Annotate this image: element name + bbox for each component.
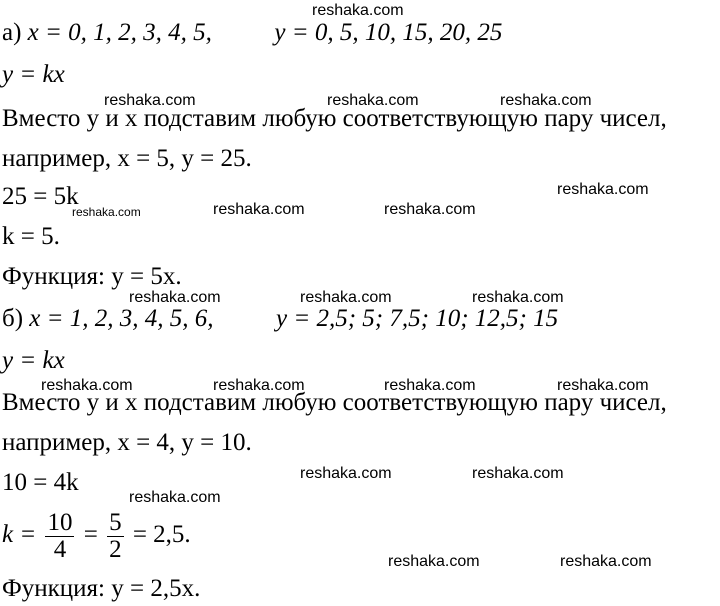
fraction-10-over-4 bbox=[45, 510, 74, 563]
part-a-x-values: x = 0, 1, 2, 3, 4, 5, bbox=[27, 19, 212, 46]
part-a-equation: 25 = 5k bbox=[2, 183, 79, 210]
part-a-example: например, x = 5, y = 25. bbox=[2, 145, 252, 172]
part-a-instruction: Вместо y и x подставим любую соответствующую пару чисел, bbox=[2, 105, 667, 132]
watermark: reshaka.com bbox=[472, 289, 564, 306]
equals-sign: = bbox=[83, 521, 98, 549]
part-b-k-prefix: k = bbox=[2, 521, 37, 549]
watermark: reshaka.com bbox=[557, 181, 649, 198]
part-b-k-computation bbox=[2, 510, 191, 563]
watermark: reshaka.com bbox=[472, 465, 564, 482]
part-a-formula: y = kx bbox=[2, 61, 65, 88]
watermark: reshaka.com bbox=[500, 92, 592, 109]
watermark: reshaka.com bbox=[300, 289, 392, 306]
watermark: reshaka.com bbox=[72, 205, 141, 219]
fraction-numerator: 5 bbox=[109, 509, 122, 536]
watermark: reshaka.com bbox=[213, 201, 305, 218]
part-a-k-result: k = 5. bbox=[2, 223, 60, 250]
part-b-x-values: x = 1, 2, 3, 4, 5, 6, bbox=[29, 305, 214, 332]
part-a-y-values: y = 0, 5, 10, 15, 20, 25 bbox=[274, 19, 503, 46]
watermark: reshaka.com bbox=[213, 377, 305, 394]
watermark: reshaka.com bbox=[300, 465, 392, 482]
watermark: reshaka.com bbox=[129, 289, 221, 306]
part-b-formula: y = kx bbox=[2, 347, 65, 374]
watermark: reshaka.com bbox=[557, 377, 649, 394]
fraction-numerator: 10 bbox=[47, 509, 73, 536]
part-b-example: например, x = 4, y = 10. bbox=[2, 429, 252, 456]
watermark: reshaka.com bbox=[327, 92, 419, 109]
watermark: reshaka.com bbox=[384, 377, 476, 394]
part-a-values-line bbox=[2, 18, 502, 48]
part-b-function: Функция: y = 2,5x. bbox=[2, 575, 201, 602]
part-b-values-line bbox=[2, 304, 558, 334]
watermark: reshaka.com bbox=[129, 489, 221, 506]
fraction-denominator: 4 bbox=[53, 536, 67, 563]
watermark: reshaka.com bbox=[384, 201, 476, 218]
fraction-denominator: 2 bbox=[109, 536, 122, 563]
watermark: reshaka.com bbox=[41, 377, 133, 394]
part-a-function: Функция: y = 5x. bbox=[2, 263, 182, 290]
part-b-label: б) bbox=[2, 305, 24, 332]
watermark: reshaka.com bbox=[388, 553, 480, 570]
fraction-5-over-2 bbox=[107, 510, 124, 563]
part-b-y-values: y = 2,5; 5; 7,5; 10; 12,5; 15 bbox=[276, 305, 559, 332]
watermark: reshaka.com bbox=[560, 553, 652, 570]
part-b-instruction: Вместо y и x подставим любую соответствующую пару чисел, bbox=[2, 389, 667, 416]
part-a-label: а) bbox=[2, 19, 22, 46]
watermark: reshaka.com bbox=[104, 92, 196, 109]
part-b-k-value: = 2,5. bbox=[132, 521, 191, 549]
part-b-equation: 10 = 4k bbox=[2, 469, 79, 496]
watermark: reshaka.com bbox=[312, 2, 404, 19]
